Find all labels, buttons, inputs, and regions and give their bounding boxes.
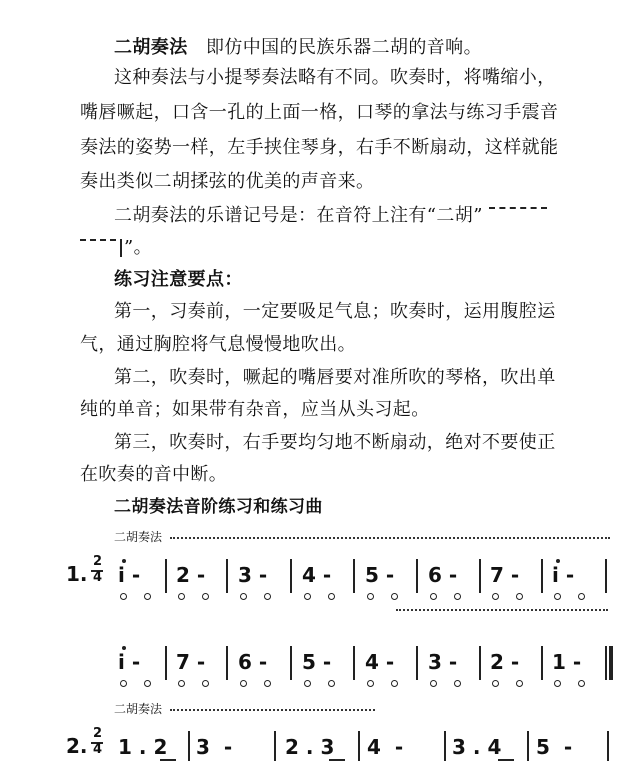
- notation-measure: 7 -: [490, 563, 520, 587]
- ex1-dotted-line: [170, 537, 610, 539]
- octave-circle-mark: [516, 593, 523, 600]
- ex2-time-bottom: 4: [93, 742, 103, 757]
- point-line-6: 在吹奏的音中断。: [80, 464, 228, 485]
- octave-circle-mark: [304, 680, 311, 687]
- ex1-time-top: 2: [93, 554, 103, 569]
- final-barline: [609, 646, 613, 680]
- notation-measure: 1 -: [552, 650, 582, 674]
- ex2-dotted-line: [170, 709, 375, 711]
- point-line-1: 第一，习奏前，一定要吸足气息；吹奏时，运用腹腔运: [114, 301, 556, 322]
- octave-circle-mark: [328, 680, 335, 687]
- notation-measure: 5 -: [302, 650, 332, 674]
- barline: [165, 646, 167, 680]
- octave-circle-mark: [516, 680, 523, 687]
- octave-circle-mark: [178, 593, 185, 600]
- notation-measure: 1 . 2: [118, 735, 168, 759]
- notation-measure: 3 . 4: [452, 735, 502, 759]
- barline: [479, 646, 481, 680]
- octave-circle-mark: [492, 680, 499, 687]
- barline: [541, 559, 543, 593]
- eighth-underline: [329, 759, 345, 761]
- barline: [479, 559, 481, 593]
- notation-measure: 5 -: [536, 735, 573, 759]
- octave-circle-mark: [264, 593, 271, 600]
- octave-circle-mark: [554, 593, 561, 600]
- ex1-time-bottom: 4: [93, 570, 103, 585]
- barline: [416, 559, 418, 593]
- para1-line-4: 奏出类似二胡揉弦的优美的声音来。: [80, 171, 375, 192]
- octave-circle-mark: [202, 680, 209, 687]
- key-points-title: 练习注意要点：: [114, 269, 243, 290]
- octave-circle-mark: [240, 680, 247, 687]
- section-title: 二胡奏法音阶练习和练习曲: [114, 497, 323, 517]
- bar-mark-icon: [120, 239, 122, 257]
- barline: [290, 559, 292, 593]
- barline: [444, 731, 446, 761]
- intro-text: 即仿中国的民族乐器二胡的音响。: [205, 37, 482, 58]
- high-octave-dot: [122, 646, 126, 650]
- octave-circle-mark: [578, 593, 585, 600]
- octave-circle-mark: [430, 593, 437, 600]
- notation-measure: 3 -: [238, 563, 268, 587]
- notation-measure: 4 -: [302, 563, 332, 587]
- notation-measure: 7 -: [176, 650, 206, 674]
- notation-measure: 3 -: [428, 650, 458, 674]
- barline: [226, 646, 228, 680]
- point-line-4: 纯的单音；如果带有杂音，应当从头习起。: [80, 399, 430, 420]
- octave-circle-mark: [144, 680, 151, 687]
- octave-circle-mark: [367, 593, 374, 600]
- barline: [541, 646, 543, 680]
- notation-measure: 4 -: [365, 650, 395, 674]
- point-line-2: 气，通过胸腔将气息慢慢地吹出。: [80, 334, 356, 355]
- ex1-label: 二胡奏法: [114, 530, 163, 544]
- barline: [188, 731, 190, 761]
- notation-measure: i -: [552, 563, 575, 587]
- octave-circle-mark: [391, 680, 398, 687]
- barline: [274, 731, 276, 761]
- para2-line-2: [80, 236, 620, 260]
- octave-circle-mark: [430, 680, 437, 687]
- octave-circle-mark: [264, 680, 271, 687]
- barline: [353, 646, 355, 680]
- title-line: [114, 36, 638, 60]
- barline: [605, 559, 607, 593]
- octave-circle-mark: [202, 593, 209, 600]
- octave-circle-mark: [492, 593, 499, 600]
- notation-measure: 2 . 3: [285, 735, 335, 759]
- octave-circle-mark: [120, 593, 127, 600]
- octave-circle-mark: [454, 593, 461, 600]
- high-octave-dot: [122, 559, 126, 563]
- barline: [226, 559, 228, 593]
- notation-measure: i -: [118, 563, 141, 587]
- point-line-3: 第二，吹奏时，噘起的嘴唇要对准所吹的琴格，吹出单: [114, 367, 556, 388]
- ex2-time-top: 2: [93, 726, 103, 741]
- para2-text-a: 二胡奏法的乐谱记号是：在音符上注有“二胡”: [114, 205, 483, 226]
- barline: [290, 646, 292, 680]
- octave-circle-mark: [144, 593, 151, 600]
- ex2-number: 2.: [66, 734, 88, 758]
- ex1-dotted-line-2: [396, 609, 608, 611]
- barline: [416, 646, 418, 680]
- octave-circle-mark: [391, 593, 398, 600]
- barline: [607, 731, 609, 761]
- point-line-5: 第三，吹奏时，右手要均匀地不断扇动，绝对不要使正: [114, 432, 556, 453]
- para1-line-1: 这种奏法与小提琴奏法略有不同。吹奏时，将嘴缩小，: [114, 67, 556, 88]
- barline: [605, 646, 607, 680]
- ex1-number: 1.: [66, 562, 88, 586]
- notation-measure: 2 -: [490, 650, 520, 674]
- octave-circle-mark: [120, 680, 127, 687]
- barline: [353, 559, 355, 593]
- octave-circle-mark: [240, 593, 247, 600]
- barline: [358, 731, 360, 761]
- para2-line-1: [114, 204, 638, 228]
- para2-text-b: ”。: [124, 237, 153, 258]
- octave-circle-mark: [367, 680, 374, 687]
- high-octave-dot: [556, 559, 560, 563]
- page-title: 二胡奏法: [114, 37, 188, 58]
- ex2-label: 二胡奏法: [114, 702, 163, 716]
- octave-circle-mark: [304, 593, 311, 600]
- barline: [527, 731, 529, 761]
- octave-circle-mark: [554, 680, 561, 687]
- notation-measure: 4 -: [367, 735, 404, 759]
- notation-measure: i -: [118, 650, 141, 674]
- notation-measure: 5 -: [365, 563, 395, 587]
- octave-circle-mark: [328, 593, 335, 600]
- para1-line-3: 奏法的姿势一样，左手挟住琴身，右手不断扇动，这样就能: [80, 137, 559, 158]
- dashed-mark-icon: [80, 239, 116, 241]
- barline: [165, 559, 167, 593]
- notation-measure: 2 -: [176, 563, 206, 587]
- para1-line-2: 嘴唇噘起，口含一孔的上面一格，口琴的拿法与练习手震音: [80, 102, 559, 123]
- octave-circle-mark: [578, 680, 585, 687]
- eighth-underline: [498, 759, 514, 761]
- notation-measure: 6 -: [238, 650, 268, 674]
- octave-circle-mark: [454, 680, 461, 687]
- dashed-mark-icon: [489, 207, 547, 209]
- eighth-underline: [160, 759, 176, 761]
- octave-circle-mark: [178, 680, 185, 687]
- notation-measure: 3 -: [196, 735, 233, 759]
- notation-measure: 6 -: [428, 563, 458, 587]
